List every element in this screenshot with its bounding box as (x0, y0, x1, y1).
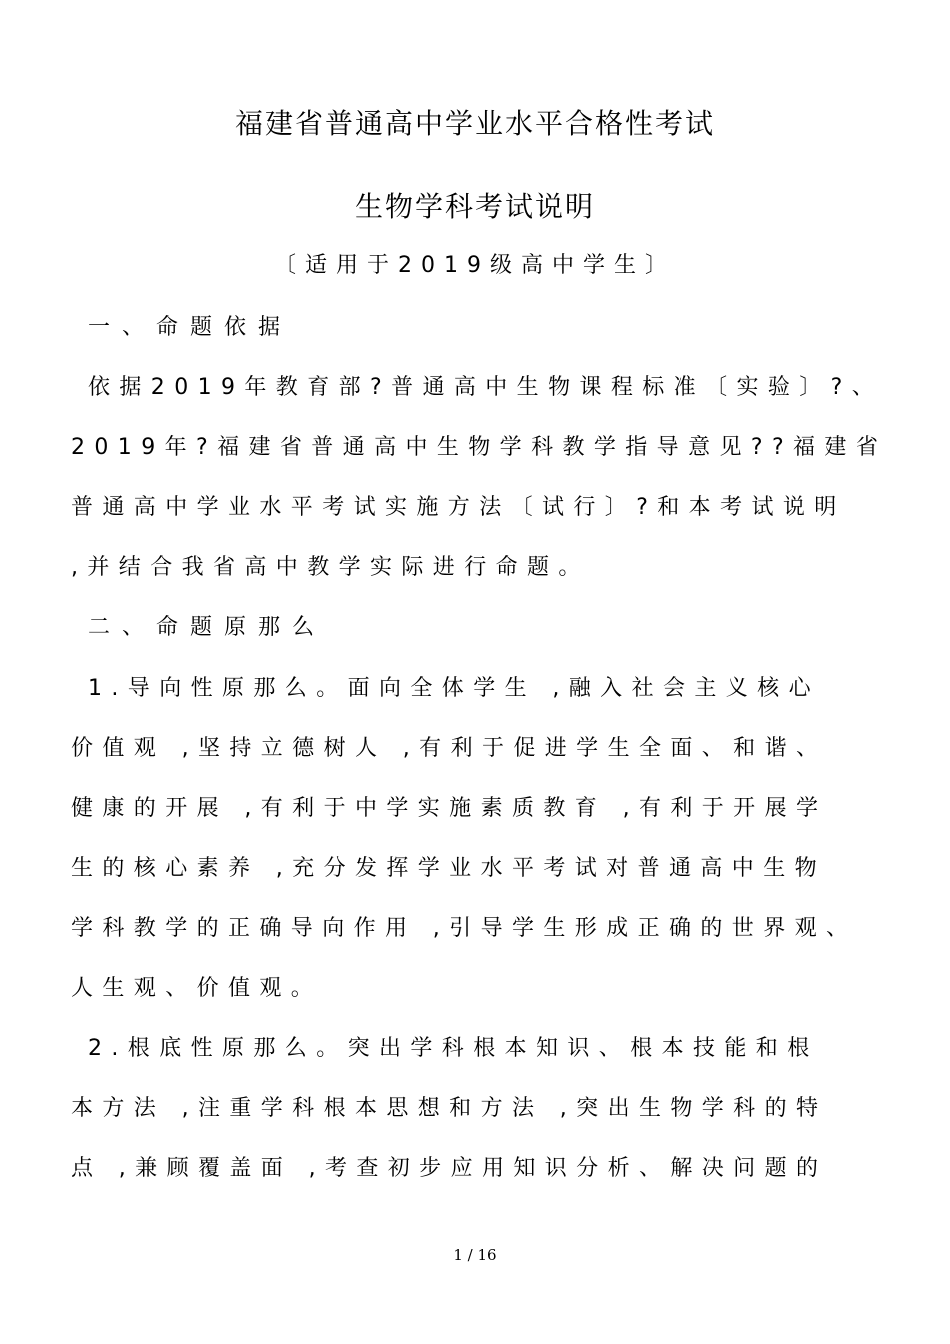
paragraph-line: 普通高中学业水平考试实施方法〔试行〕?和本考试说明 (71, 495, 846, 520)
paragraph-line: 本方法 ,注重学科根本思想和方法 ,突出生物学科的特 (71, 1096, 828, 1121)
paragraph-line: 学科教学的正确导向作用 ,引导学生形成正确的世界观、 (71, 916, 858, 941)
paragraph-line: 2.根底性原那么。突出学科根本知识、根本技能和根 (88, 1036, 819, 1061)
section-heading-basis: 一、命题依据 (88, 315, 293, 340)
document-title: 福建省普通高中学业水平合格性考试 (234, 107, 715, 140)
section-heading-principles: 二、命题原那么 (88, 615, 327, 640)
paragraph-line: 1.导向性原那么。面向全体学生 ,融入社会主义核心 (88, 676, 820, 701)
paragraph-line: 价值观 ,坚持立德树人 ,有利于促进学生全面、和谐、 (71, 736, 828, 761)
paragraph-line: 健康的开展 ,有利于中学实施素质教育 ,有利于开展学 (71, 796, 828, 821)
paragraph-line: 依据2019年教育部?普通高中生物课程标准〔实验〕?、 (88, 375, 884, 400)
paragraph-line: ,并结合我省高中教学实际进行命题。 (71, 555, 590, 580)
paragraph-line: 人生观、价值观。 (71, 976, 323, 1001)
page-number: 1 / 16 (453, 1246, 497, 1264)
paragraph-line: 点 ,兼顾覆盖面 ,考查初步应用知识分析、解决问题的 (71, 1156, 828, 1181)
document-subtitle: 生物学科考试说明 (354, 190, 595, 223)
applicability-note: 〔适用于2019级高中学生〕 (274, 253, 676, 278)
paragraph-line: 生的核心素养 ,充分发挥学业水平考试对普通高中生物 (71, 856, 826, 881)
paragraph-line: 2019年?福建省普通高中生物学科教学指导意见??福建省 (71, 435, 888, 460)
